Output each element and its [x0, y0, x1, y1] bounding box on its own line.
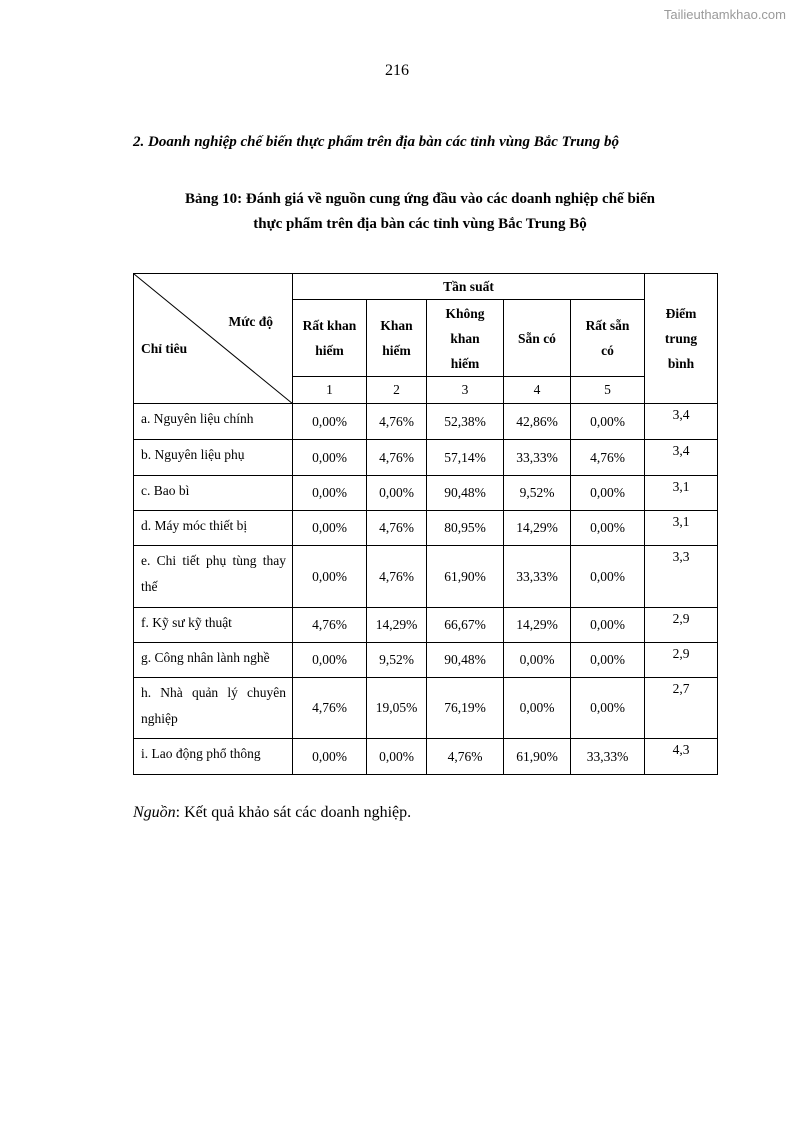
table-cell: 19,05% [367, 678, 427, 739]
column-number: 1 [293, 377, 367, 404]
table-cell: 0,00% [293, 739, 367, 775]
column-header-line: Không [445, 305, 485, 321]
column-header-line: hiếm [315, 343, 344, 358]
table-cell: 57,14% [427, 440, 504, 476]
table-cell: 0,00% [571, 678, 645, 739]
table-cell: 66,67% [427, 608, 504, 643]
avg-header-line: trung [664, 331, 698, 346]
table-cell: 33,33% [504, 546, 571, 608]
row-label: b. Nguyên liệu phụ [134, 440, 293, 476]
table-row [134, 643, 718, 678]
average-cell: 2,9 [645, 608, 718, 643]
table-cell: 0,00% [293, 476, 367, 511]
table-cell: 4,76% [367, 511, 427, 546]
table-caption [120, 187, 720, 237]
page-number: 216 [385, 62, 409, 79]
source-note [133, 804, 411, 822]
frequency-header: Tần suất [293, 274, 645, 300]
table-row [134, 511, 718, 546]
table-row [134, 678, 718, 739]
table-cell: 4,76% [427, 739, 504, 775]
table-cell: 14,29% [504, 608, 571, 643]
average-cell: 2,9 [645, 643, 718, 678]
watermark: Tailieuthamkhao.com [663, 7, 786, 22]
average-cell: 2,7 [645, 678, 718, 739]
row-label: h. Nhà quản lý chuyên nghiệp [134, 678, 293, 739]
column-header [427, 300, 504, 377]
table-cell: 33,33% [571, 739, 645, 775]
table-row [134, 739, 718, 775]
diagonal-header-cell [134, 274, 293, 404]
table-cell: 0,00% [571, 546, 645, 608]
table-cell: 0,00% [293, 511, 367, 546]
table-cell: 14,29% [367, 608, 427, 643]
column-number: 4 [504, 377, 571, 404]
row-label: c. Bao bì [134, 476, 293, 511]
level-label: Mức độ [228, 314, 273, 329]
row-label: i. Lao động phổ thông [134, 739, 293, 775]
table-row [134, 608, 718, 643]
table-row [134, 440, 718, 476]
column-header-line: hiếm [450, 355, 480, 371]
survey-table [133, 273, 718, 775]
average-cell: 3,4 [645, 404, 718, 440]
average-score-header [645, 274, 718, 404]
column-number: 5 [571, 377, 645, 404]
avg-header-line: Điểm [665, 306, 697, 321]
table-row [134, 404, 718, 440]
average-cell: 3,1 [645, 476, 718, 511]
table-cell: 76,19% [427, 678, 504, 739]
criteria-label: Chỉ tiêu [141, 341, 188, 356]
table-row [134, 546, 718, 608]
table-cell: 4,76% [367, 440, 427, 476]
table-cell: 9,52% [367, 643, 427, 678]
table-cell: 42,86% [504, 404, 571, 440]
table-cell: 52,38% [427, 404, 504, 440]
table-cell: 0,00% [293, 643, 367, 678]
column-header [367, 300, 427, 377]
table-cell: 0,00% [293, 440, 367, 476]
table-cell: 0,00% [367, 739, 427, 775]
table-cell: 4,76% [367, 546, 427, 608]
table-cell: 0,00% [293, 404, 367, 440]
column-header-line: Khan [380, 318, 413, 333]
table-cell: 61,90% [427, 546, 504, 608]
table-cell: 0,00% [571, 511, 645, 546]
table-cell: 90,48% [427, 643, 504, 678]
caption-line-2: thực phẩm trên địa bàn các tỉnh vùng Bắc Trung Bộ [253, 216, 587, 232]
table-cell: 80,95% [427, 511, 504, 546]
source-text: : Kết quả khảo sát các doanh nghiệp. [175, 804, 412, 821]
table-cell: 9,52% [504, 476, 571, 511]
diagonal-line [134, 274, 293, 404]
table-cell: 14,29% [504, 511, 571, 546]
table-cell: 0,00% [293, 546, 367, 608]
column-number: 2 [367, 377, 427, 404]
row-label: e. Chi tiết phụ tùng thay thế [134, 546, 293, 608]
column-header [571, 300, 645, 377]
column-header [293, 300, 367, 377]
table-cell: 0,00% [571, 608, 645, 643]
section-heading: 2. Doanh nghiệp chế biến thực phẩm trên địa bàn các tỉnh vùng Bắc Trung bộ [133, 134, 619, 150]
average-cell: 3,4 [645, 440, 718, 476]
column-header [504, 300, 571, 377]
column-header-line: Rất khan [302, 318, 357, 333]
column-header-line: Sẵn có [518, 330, 556, 346]
average-cell: 4,3 [645, 739, 718, 775]
column-header-line: Rất sẵn [585, 318, 630, 333]
table-cell: 4,76% [293, 678, 367, 739]
table-cell: 4,76% [367, 404, 427, 440]
average-cell: 3,3 [645, 546, 718, 608]
row-label: f. Kỹ sư kỹ thuật [134, 608, 293, 643]
table-cell: 0,00% [367, 476, 427, 511]
caption-line-1: Bảng 10: Đánh giá về nguồn cung ứng đầu vào các doanh nghiệp chế biến [185, 191, 655, 207]
average-cell: 3,1 [645, 511, 718, 546]
table-cell: 90,48% [427, 476, 504, 511]
column-header-line: có [601, 343, 614, 358]
table-cell: 0,00% [504, 678, 571, 739]
table-row [134, 476, 718, 511]
table-cell: 0,00% [571, 476, 645, 511]
column-header-line: khan [450, 330, 480, 346]
table-cell: 61,90% [504, 739, 571, 775]
avg-header-line: bình [667, 356, 695, 371]
table-cell: 0,00% [571, 643, 645, 678]
table-cell: 33,33% [504, 440, 571, 476]
column-number: 3 [427, 377, 504, 404]
row-label: g. Công nhân lành nghề [134, 643, 293, 678]
source-label: Nguồn [133, 804, 176, 821]
row-label: a. Nguyên liệu chính [134, 404, 293, 440]
row-label: d. Máy móc thiết bị [134, 511, 293, 546]
table-cell: 4,76% [571, 440, 645, 476]
table-cell: 0,00% [571, 404, 645, 440]
table-cell: 0,00% [504, 643, 571, 678]
table-cell: 4,76% [293, 608, 367, 643]
column-header-line: hiếm [382, 343, 411, 358]
